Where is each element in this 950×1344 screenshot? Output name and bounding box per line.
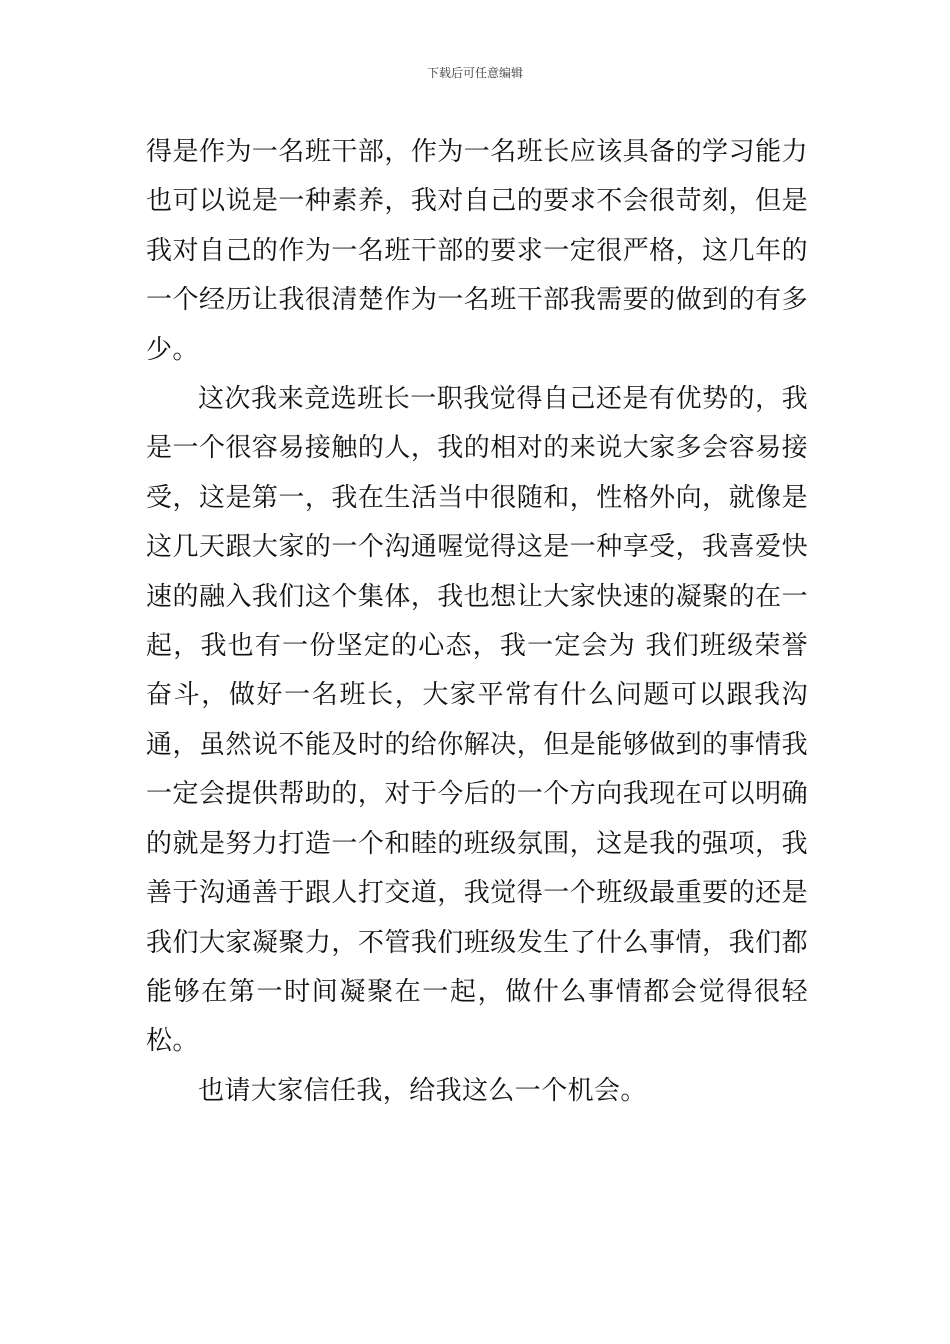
document-body	[146, 128, 808, 1116]
paragraph-3: 也请大家信任我，给我这么一个机会。	[198, 1075, 647, 1106]
paragraph-1: 得是作为一名班干部，作为一名班长应该具备的学习能力也可以说是一种素养，我对自己的要求不会很苛刻，但是我对自己的作为一名班干部的要求一定很严格，这几年的一个经历让我很清楚作为一名班干部我需要的做到的有多少。	[146, 137, 808, 365]
page-header: 下载后可任意编辑	[426, 66, 523, 80]
paragraph-2: 这次我来竞选班长一职我觉得自己还是有优势的，我是一个很容易接触的人，我的相对的来说大家多会容易接受，这是第一，我在生活当中很随和，性格外向，就像是这几天跟大家的一个沟通喔觉得这是一种享受，我喜爱快速的融入我们这个集体，我也想让大家快速的凝聚的在一起，我也有一份坚定的心态，我一定会为 我们班级荣誉奋斗，做好一名班长，大家平常有什么问题可以跟我沟通，虽然说不能及时的给你解决，但是能够做到的事情我一定会提供帮助的，对于今后的一个方向我现在可以明确的就是努力打造一个和睦的班级氛围，这是我的强项，我善于沟通善于跟人打交道，我觉得一个班级最重要的还是我们大家凝聚力，不管我们班级发生了什么事情，我们都能够在第一时间凝聚在一起，做什么事情都会觉得很轻松。	[146, 384, 808, 1057]
